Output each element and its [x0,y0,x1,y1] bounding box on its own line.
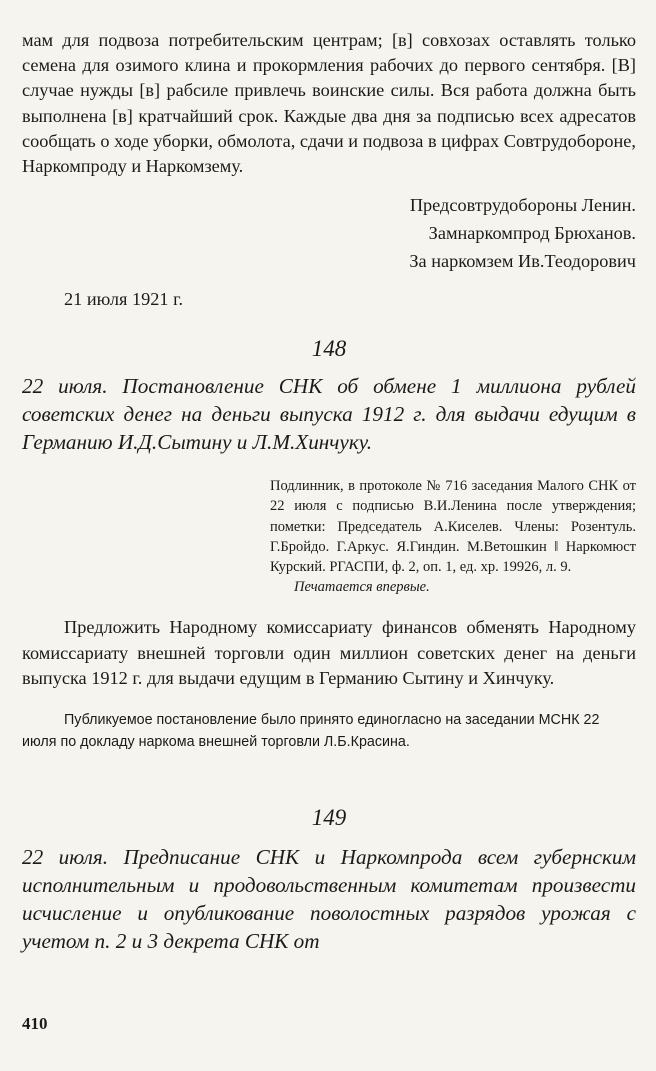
signature-teodorovich: За наркомзем Ив.Теодорович [409,251,636,272]
page-content [22,28,636,955]
document-number-149: 149 [311,805,347,831]
document-heading-148: 22 июля. Постановление СНК об обмене 1 миллиона рублей советских денег на деньги выпуска 1912 г. для выдачи едущим в Германию И.Д.Сытину и Л.М.Хинчуку. [22,374,636,455]
signature-block [22,191,636,275]
source-description: Подлинник, в протоколе № 716 заседания Малого СНК от 22 июля с подписью В.И.Ленина после утверждения; пометки: Председатель А.Киселев. Члены: Розентуль. Г.Бройдо. Г.Аркус. Я.Гиндин. М.Ветошкин ‖ Наркомюст Курский. РГАСПИ, ф. 2, оп. 1, ед. хр. 19926, л. 9. [270,478,636,576]
signature-lenin: Предсовтрудобороны Ленин. [409,195,636,216]
source-note-148 [270,476,636,597]
editorial-note-148: Публикуемое постановление было принято единогласно на заседании МСНК 22 июля по докладу наркома внешней торговли Л.Б.Красина. [22,712,600,751]
document-number-148: 148 [311,336,347,362]
document-heading-149: 22 июля. Предписание СНК и Наркомпрода всем губернским исполнительным и продовольственным комитетам произвести исчисление и опубликование поволостных разрядов урожая с учетом п. 2 и 3 декрета СНК от [22,845,636,954]
page-number: 410 [22,1014,48,1033]
continuation-paragraph: мам для подвоза потребительским центрам; [в] совхозах оставлять только семена для озимого клина и прокормления рабочих до первого сентября. [В] случае нужды [в] рабсиле привлечь воинские силы. Вся работа должна быть выполнена [в] кратчайший срок. Каждые два дня за подписью всех адресатов сообщать о ходе уборки, обмолота, сдачи и подвоза в цифрах Совтрудобороне, Наркомпроду и Наркомзему. [22,30,636,177]
document-body-148: Предложить Народному комиссариату финансов обменять Народному комиссариату внешней торговли один миллион советских денег на деньги выпуска 1912 г. для выдачи едущим в Германию Сытину и Хинчуку. [22,617,636,688]
signature-bryukhanov: Замнаркомпрод Брюханов. [428,223,636,244]
document-date: 21 июля 1921 г. [64,289,184,310]
source-published: Печатается впервые. [294,579,430,596]
